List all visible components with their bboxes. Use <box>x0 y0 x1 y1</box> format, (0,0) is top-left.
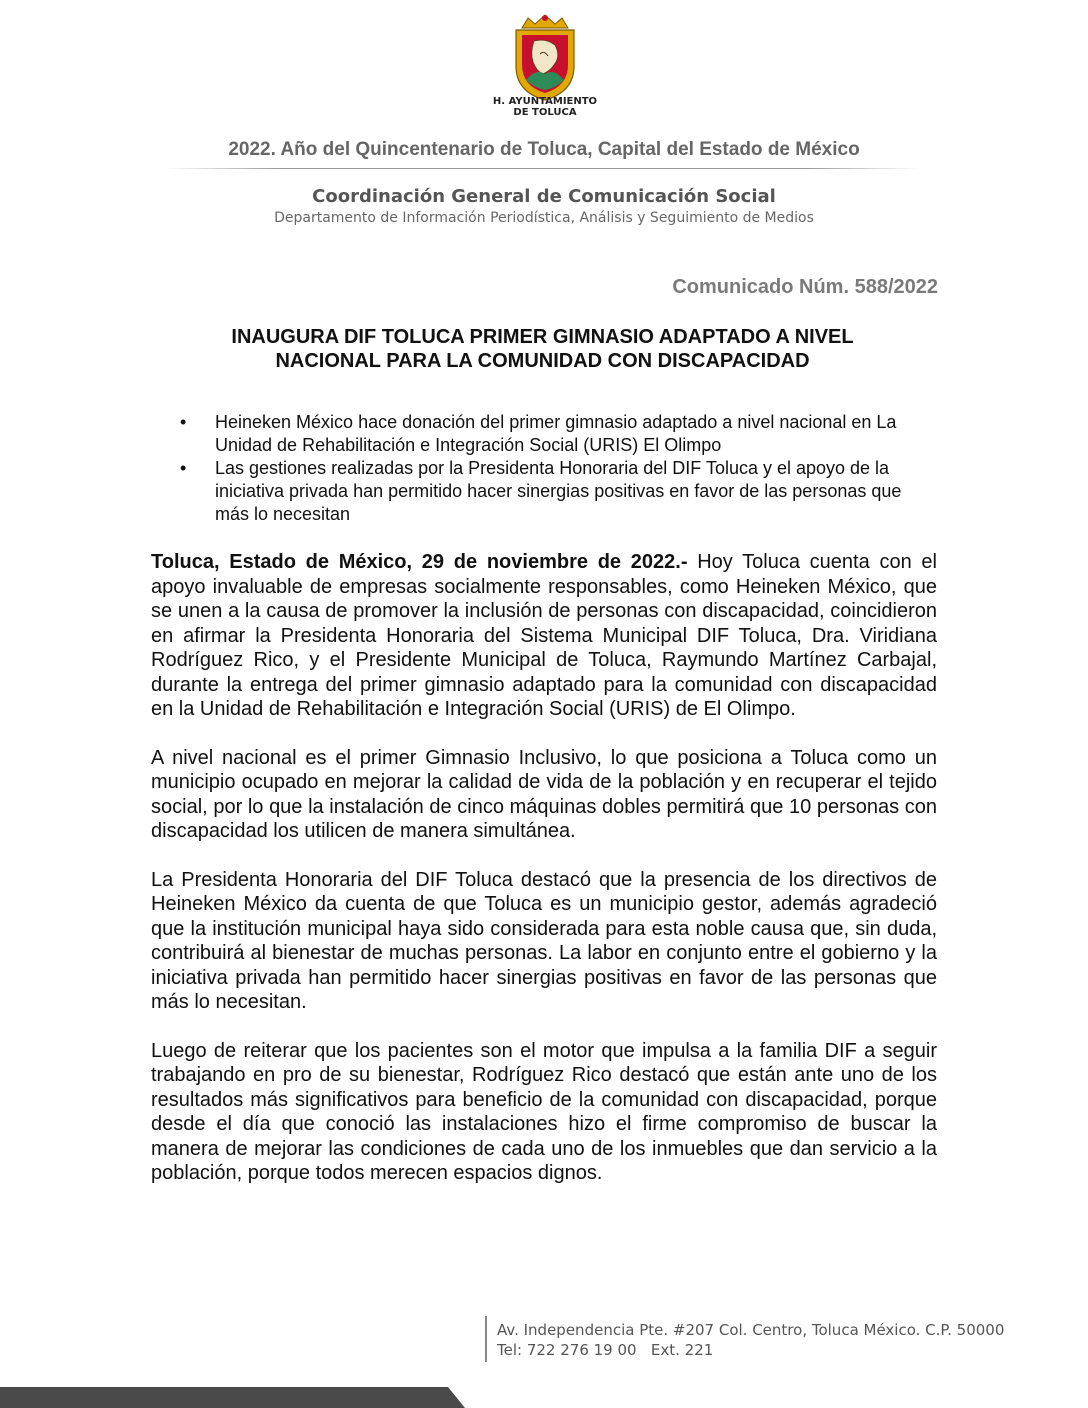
release-number: Comunicado Núm. 588/2022 <box>672 276 938 298</box>
logo-caption <box>470 96 620 118</box>
paragraph-1-text: Hoy Toluca cuenta con el apoyo invaluable de empresas socialmente responsables, como Heineken México, que se unen a la causa de promover la inclusión de personas con discapacidad, coincidieron en afirmar la Presidenta Honoraria del Sistema Municipal DIF Toluca, Dra. Viridiana Rodríguez Rico, y el Presidente Municipal de Toluca, Raymundo Martínez Carbajal, durante la entrega del primer gimnasio adaptado para la comunidad con discapacidad en la Unidad de Rehabilitación e Integración Social (URIS) de El Olimpo. <box>151 551 937 720</box>
coordination-title: Coordinación General de Comunicación Social <box>312 186 776 207</box>
bullet-dot-icon: • <box>180 412 187 432</box>
footer-phone-line <box>497 1340 1004 1360</box>
paragraph-2: A nivel nacional es el primer Gimnasio Inclusivo, lo que posiciona a Toluca como un municipio ocupado en mejorar la calidad de vida de la población y en recuperar el tejido social, por lo que la instalación de cinco máquinas dobles permitirá que 10 personas con discapacidad los utilicen de manera simultánea. <box>151 746 937 842</box>
release-headline <box>150 325 935 373</box>
paragraph-4: Luego de reiterar que los pacientes son el motor que impulsa a la familia DIF a seguir trabajando en pro de su bienestar, Rodríguez Rico destacó que están ante uno de los resultados más significativos para beneficio de la comunidad con discapacidad, porque desde el día que conoció las instalaciones hizo el firme compromiso de buscar la manera de mejorar las condiciones de cada uno de los inmuebles que dan servicio a la población, porque todos merecen espacios dignos. <box>151 1039 937 1184</box>
headline-line-1: INAUGURA DIF TOLUCA PRIMER GIMNASIO ADAPTADO A NIVEL <box>231 326 854 348</box>
footer-decorative-strip <box>0 1387 465 1408</box>
footer-contact <box>497 1320 1004 1360</box>
paragraph-3: La Presidenta Honoraria del DIF Toluca destacó que la presencia de los directivos de Heineken México da cuenta de que Toluca es un municipio gestor, además agradeció que la institución municipal haya sido considerada para esta noble causa que, sin duda, contribuirá al bienestar de muchas personas. La labor en conjunto entre el gobierno y la iniciativa privada han permitido hacer sinergias positivas en favor de las personas que más lo necesitan. <box>151 868 937 1013</box>
summary-bullets <box>180 411 940 526</box>
footer-address: Av. Independencia Pte. #207 Col. Centro, Toluca México. C.P. 50000 <box>497 1321 1005 1339</box>
bullet-text: Las gestiones realizadas por la Presidenta Honoraria del DIF Toluca y el apoyo de la iniciativa privada han permitido hacer sinergias positivas en favor de las personas que más lo necesitan <box>215 458 902 524</box>
headline-line-2: NACIONAL PARA LA COMUNIDAD CON DISCAPACIDAD <box>275 350 810 372</box>
dateline: Toluca, Estado de México, 29 de noviembre de 2022.- <box>151 551 688 573</box>
logo-caption-line1: H. AYUNTAMIENTO <box>492 96 598 107</box>
year-motto: 2022. Año del Quincentenario de Toluca, Capital del Estado de México <box>228 139 860 160</box>
footer-phone: Tel: 722 276 19 00 <box>497 1341 637 1359</box>
bullet-item <box>180 457 940 526</box>
release-body <box>151 550 937 1210</box>
paragraph-1 <box>151 550 937 722</box>
bullet-dot-icon: • <box>180 458 187 478</box>
toluca-coat-of-arms-logo <box>500 14 590 108</box>
footer-divider <box>485 1316 487 1362</box>
bullet-item <box>180 411 940 457</box>
footer-extension: Ext. 221 <box>650 1341 714 1359</box>
bullet-text: Heineken México hace donación del primer gimnasio adaptado a nivel nacional en La Unidad de Rehabilitación e Integración Social (URIS) El Olimpo <box>215 412 897 455</box>
header-divider <box>165 168 920 169</box>
department-subtitle: Departamento de Información Periodística, Análisis y Seguimiento de Medios <box>274 210 814 226</box>
logo-caption-line2: DE TOLUCA <box>513 107 577 118</box>
